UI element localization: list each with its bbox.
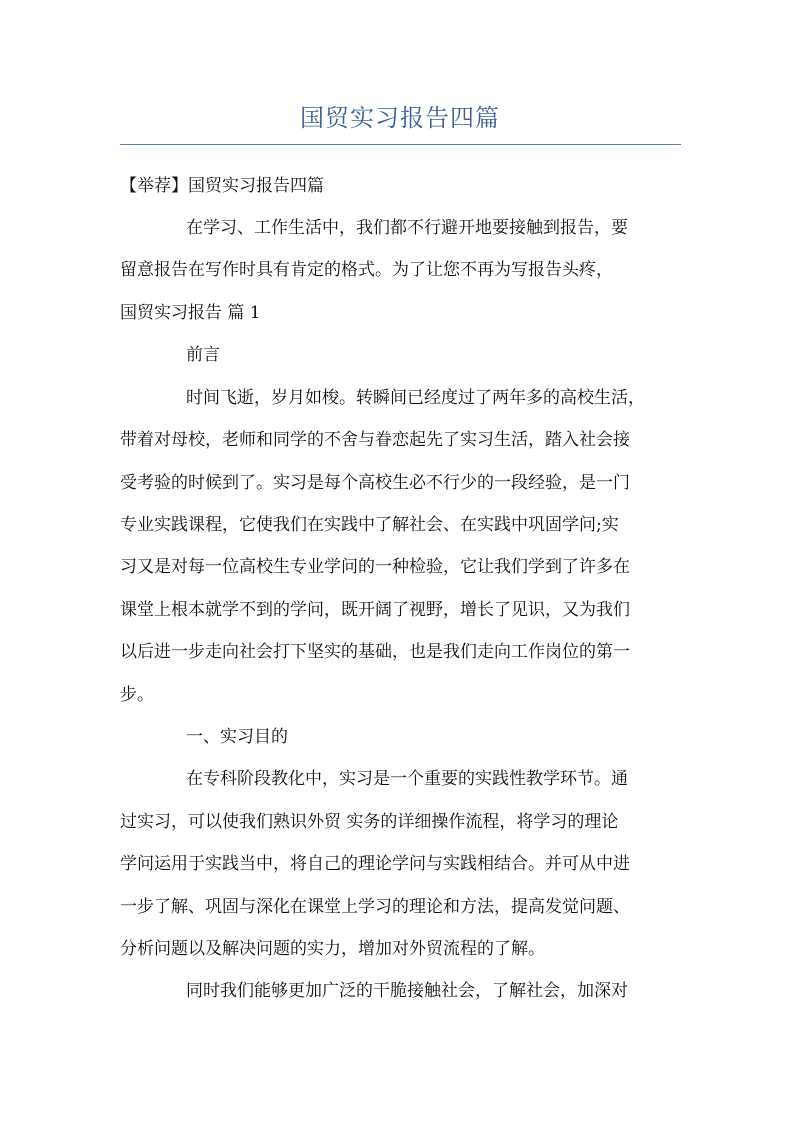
text-line: 专业实践课程，它使我们在实践中了解社会、在实践中巩固学问;实 (120, 515, 619, 535)
section-heading: 一、实习目的 (186, 727, 288, 747)
text-line: 习又是对每一位高校生专业学问的一种检验，它让我们学到了许多在 (120, 557, 630, 577)
text-line: 步。 (120, 685, 154, 705)
text-line: 学问运用于实践当中，将自己的理论学问与实践相结合。并可从中进 (120, 854, 630, 874)
text-line: 分析问题以及解决问题的实力，增加对外贸流程的了解。 (120, 939, 545, 959)
text-line: 过实习，可以使我们熟识外贸 实务的详细操作流程，将学习的理论 (120, 812, 619, 832)
text-line: 以后进一步走向社会打下坚实的基础，也是我们走向工作岗位的第一 (120, 642, 630, 662)
title-divider (120, 144, 681, 145)
text-line: 时间飞逝，岁月如梭。转瞬间已经度过了两年多的高校生活， (186, 388, 645, 408)
text-line: 受考验的时候到了。实习是每个高校生必不行少的一段经验，是一门 (120, 473, 630, 493)
document-title: 国贸实习报告四篇 (300, 104, 500, 132)
section-heading: 国贸实习报告 篇 1 (120, 303, 261, 323)
text-line: 同时我们能够更加广泛的干脆接触社会，了解社会，加深对 (186, 981, 628, 1001)
preface-heading: 前言 (186, 345, 220, 365)
text-line: 课堂上根本就学不到的学问，既开阔了视野，增长了见识，又为我们 (120, 600, 630, 620)
text-line: 在学习、工作生活中，我们都不行避开地要接触到报告，要 (186, 218, 628, 238)
text-line: 在专科阶段教化中，实习是一个重要的实践性教学环节。通 (186, 769, 628, 789)
text-line-recommend: 【举荐】国贸实习报告四篇 (120, 176, 324, 196)
text-line: 一步了解、巩固与深化在课堂上学习的理论和方法，提高发觉问题、 (120, 897, 630, 917)
text-line: 留意报告在写作时具有肯定的格式。为了让您不再为写报告头疼， (120, 260, 613, 280)
text-line: 带着对母校，老师和同学的不舍与眷恋起先了实习生活，踏入社会接 (120, 430, 630, 450)
